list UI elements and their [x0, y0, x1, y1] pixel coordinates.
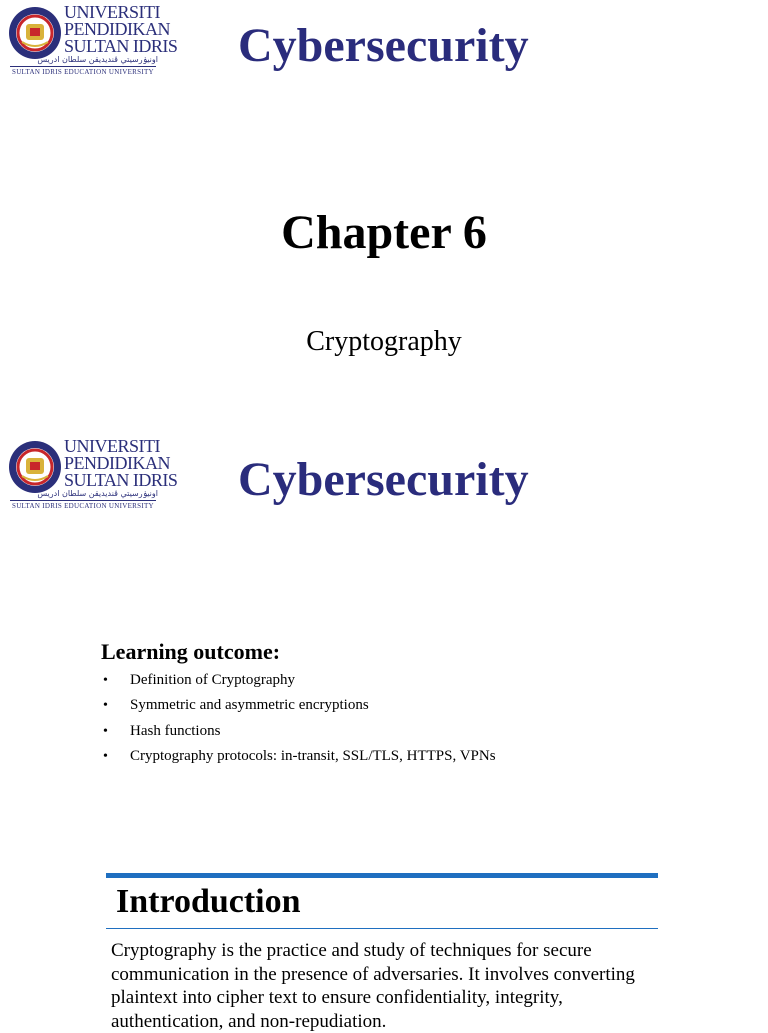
list-item: [103, 719, 496, 744]
chapter-title: Chapter 6: [281, 206, 487, 259]
university-crest-icon: [8, 438, 62, 496]
logo-wordmark: [64, 436, 178, 490]
list-item: [103, 744, 496, 769]
logo-divider: [10, 66, 156, 67]
logo-wordmark: [64, 2, 178, 56]
logo-line-2: PENDIDIKAN: [64, 19, 170, 39]
accent-bar: [106, 873, 658, 878]
logo-jawi-text: اونيۏرسيتي ڤنديديقن سلطان ادريس: [37, 489, 158, 498]
bullet-icon: •: [103, 723, 108, 739]
list-item-text: Symmetric and asymmetric encryptions: [130, 697, 369, 714]
university-crest-icon: [8, 4, 62, 62]
slide-introduction: [0, 870, 768, 1032]
course-title: Cybersecurity: [238, 19, 529, 72]
logo-tagline: SULTAN IDRIS EDUCATION UNIVERSITY: [12, 502, 154, 510]
bullet-icon: •: [103, 673, 108, 688]
section-divider: [106, 928, 658, 929]
logo-line-3: SULTAN IDRIS: [64, 470, 178, 490]
logo-line-1: UNIVERSITI: [64, 436, 160, 456]
slide-learning-outcome: [0, 434, 768, 870]
bullet-icon: •: [103, 698, 108, 714]
slide-title: [0, 0, 768, 434]
logo-line-2: PENDIDIKAN: [64, 453, 170, 473]
list-item: [103, 668, 496, 693]
learning-outcome-heading: Learning outcome:: [101, 639, 281, 664]
course-title: Cybersecurity: [238, 453, 529, 506]
list-item: [103, 693, 496, 718]
intro-paragraph: Cryptography is the practice and study of techniques for secure communication in the presence of adversaries. It involves converting plaintext into cipher text to ensure confidentiality, integrity, authentication, and non-repudiation.: [111, 940, 635, 1032]
logo-jawi-text: اونيۏرسيتي ڤنديديقن سلطان ادريس: [37, 55, 158, 64]
university-logo: [8, 436, 178, 512]
list-item-text: Cryptography protocols: in-transit, SSL/TLS, HTTPS, VPNs: [130, 747, 496, 764]
list-item-text: Hash functions: [130, 722, 221, 739]
list-item-text: Definition of Cryptography: [130, 672, 295, 688]
bullet-icon: •: [103, 748, 108, 764]
logo-divider: [10, 500, 156, 501]
logo-line-1: UNIVERSITI: [64, 2, 160, 22]
section-title: Introduction: [116, 883, 301, 920]
learning-outcome-list: [103, 668, 496, 769]
logo-tagline: SULTAN IDRIS EDUCATION UNIVERSITY: [12, 68, 154, 76]
university-logo: [8, 2, 178, 78]
chapter-subtitle: Cryptography: [306, 326, 462, 357]
logo-line-3: SULTAN IDRIS: [64, 36, 178, 56]
